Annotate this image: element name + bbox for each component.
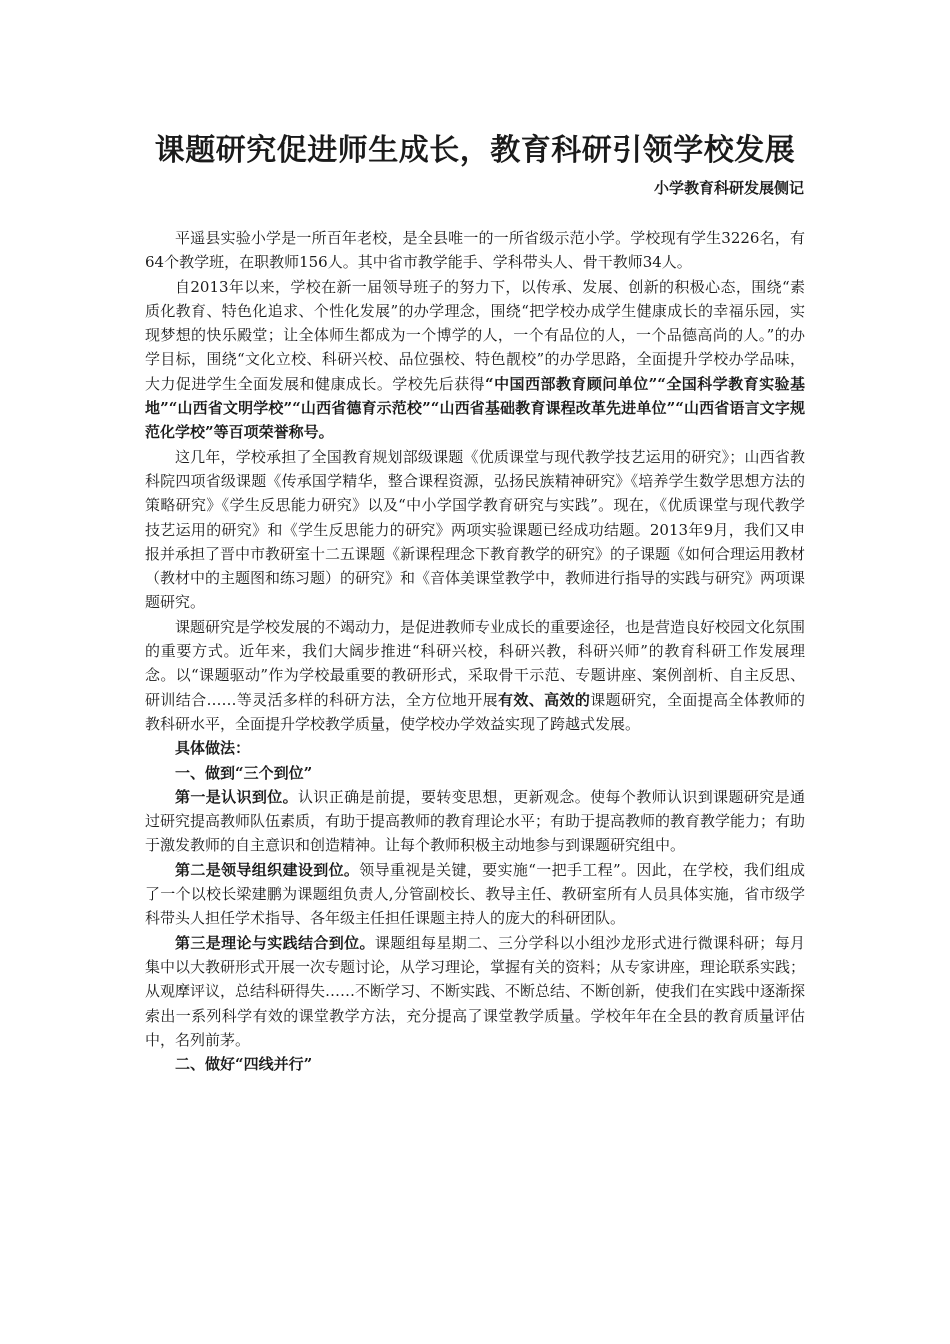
body-paragraph — [145, 615, 805, 736]
section-heading — [145, 1052, 805, 1076]
body-paragraph — [145, 858, 805, 931]
paragraph-text: 课题研究，全面提高全体教师的教科研水平，全面提升学校教学质量，使学校办学效益实现了跨越式发展。 — [145, 690, 805, 733]
bold-text: 第一是认识到位。 — [175, 787, 298, 806]
document-body — [145, 226, 805, 1076]
body-paragraph — [145, 785, 805, 858]
bold-text: 第二是领导组织建设到位。 — [175, 860, 360, 879]
section-heading — [145, 736, 805, 760]
paragraph-text: 平遥县实验小学是一所百年老校，是全县唯一的一所省级示范小学。学校现有学生3226名，有64个教学班，在职教师156人。其中省市教学能手、学科带头人、骨干教师34人。 — [145, 229, 805, 272]
paragraph-text: 这几年，学校承担了全国教育规划部级课题《优质课堂与现代教学技艺运用的研究》；山西省教科院四项省级课题《传承国学精华，整合课程资源，弘扬民族精神研究》《培养学生数学思想方法的策略研究》《学生反思能力研究》以及“中小学国学教育研究与实践”。现在，《优质课堂与现代教学技艺运用的研究》和《学生反思能力的研究》两项实验课题已经成功结题。2013年9月，我们又申报并承担了晋中市教研室十二五课题《新课程理念下教育教学的研究》的子课题《如何合理运用教材（教材中的主题图和练习题）的研究》和《音体美课堂教学中，教师进行指导的实践与研究》两项课题研究。 — [145, 447, 806, 612]
body-paragraph — [145, 445, 805, 615]
body-paragraph — [145, 931, 805, 1052]
paragraph-text: 自2013年以来，学校在新一届领导班子的努力下，以传承、发展、创新的积极心态，围绕“素质化教育、特色化追求、个性化发展”的办学理念，围绕“把学校办成学生健康成长的幸福乐园，实现梦想的快乐殿堂；让全体师生都成为一个博学的人，一个有品位的人，一个品德高尚的人。”的办学目标，围绕“文化立校、科研兴校、品位强校、特色靓校”的办学思路，全面提升学校办学品味，大力促进学生全面发展和健康成长。学校先后获得 — [145, 277, 805, 393]
bold-text: “中国西部教育顾问单位”“全国科学教育实验基地”“山西省文明学校”“山西省德育示范校”“山西省基础教育课程改革先进单位”“山西省语言文字规范化学校”等百项荣誉称号。 — [145, 374, 805, 442]
body-paragraph — [145, 275, 805, 445]
bold-text: 一、做到“三个到位” — [175, 763, 313, 782]
bold-text: 有效、高效的 — [498, 690, 591, 709]
paragraph-text: 课题研究是学校发展的不竭动力，是促进教师专业成长的重要途径，也是营造良好校园文化氛围的重要方式。近年来，我们大阔步推进“科研兴校，科研兴教，科研兴师”的教育科研工作发展理念。以“课题驱动”作为学校最重要的教研形式，采取骨干示范、专题讲座、案例剖析、自主反思、研训结合……等灵活多样的科研方法，全方位地开展 — [145, 617, 806, 709]
bold-text: 具体做法： — [175, 739, 251, 758]
paragraph-text: 领导重视是关键，要实施“一把手工程”。因此，在学校，我们组成了一个以校长梁建鹏为课题组负责人,分管副校长、教导主任、教研室所有人员具体实施，省市级学科带头人担任学术指导、各年级主任担任课题主持人的庞大的科研团队。 — [145, 860, 805, 928]
bold-text: 二、做好“四线并行” — [175, 1055, 313, 1074]
document-subtitle: 小学教育科研发展侧记 — [653, 179, 804, 197]
paragraph-text: 课题组每星期二、三分学科以小组沙龙形式进行微课科研；每月集中以大教研形式开展一次专题讨论，从学习理论，掌握有关的资料；从专家讲座，理论联系实践；从观摩评议，总结科研得失……不断学习、不断实践、不断总结、不断创新，使我们在实践中逐渐探索出一系列科学有效的课堂教学方法，充分提高了课堂教学质量。学校年年在全县的教育质量评估中，名列前茅。 — [145, 933, 806, 1049]
section-heading — [145, 761, 805, 785]
body-paragraph — [145, 226, 805, 275]
document-title: 课题研究促进师生成长，教育科研引领学校发展 — [154, 133, 796, 168]
paragraph-text: 认识正确是前提，要转变思想，更新观念。使每个教师认识到课题研究是通过研究提高教师队伍素质，有助于提高教师的教育理论水平；有助于提高教师的教育教学能力；有助于激发教师的自主意识和创造精神。让每个教师积极主动地参与到课题研究组中。 — [145, 787, 806, 855]
bold-text: 第三是理论与实践结合到位。 — [175, 933, 375, 952]
